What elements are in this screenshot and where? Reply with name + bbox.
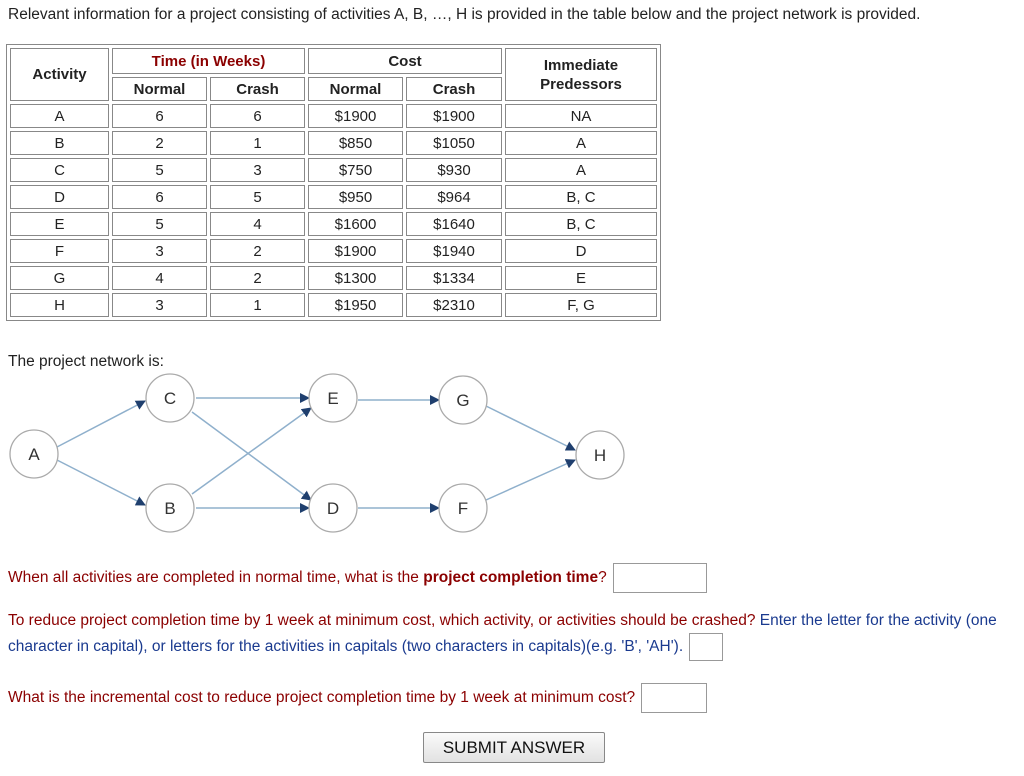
cell-time-normal: 6 [112,185,207,209]
cell-time-normal: 4 [112,266,207,290]
cell-time-normal: 5 [112,212,207,236]
cell-time-normal: 3 [112,239,207,263]
cell-cost-normal: $850 [308,131,403,155]
network-title: The project network is: [8,353,164,370]
q2-instructions: Enter the letter for the activity (one character in capital), or letters for the activities in capitals (two characters in capitals)(e.g. 'B', 'AH'). [8,612,997,656]
cell-activity: H [10,293,109,317]
table-row [10,293,657,317]
table-row [10,212,657,236]
q1-text: When all activities are completed in normal time, what is the [8,569,424,587]
edge-g-h [486,406,575,450]
cell-predecessors: B, C [505,185,657,209]
node-f: F [457,499,469,518]
cell-time-crash: 5 [210,185,305,209]
cell-cost-crash: $964 [406,185,502,209]
header-time-crash: Crash [210,77,305,101]
cell-cost-normal: $1900 [308,104,403,128]
q1-mark: ? [598,569,607,587]
cell-time-normal: 2 [112,131,207,155]
cell-time-crash: 2 [210,239,305,263]
cell-cost-normal: $750 [308,158,403,182]
cell-time-normal: 6 [112,104,207,128]
header-activity: Activity [10,48,109,101]
header-cost-normal: Normal [308,77,403,101]
table-row [10,131,657,155]
question-crash-activities [8,608,1008,661]
cell-predecessors: A [505,158,657,182]
cell-activity: C [10,158,109,182]
project-network [0,368,660,538]
completion-time-input[interactable] [613,563,707,593]
cell-cost-normal: $1300 [308,266,403,290]
node-d: D [326,499,340,518]
header-time-normal: Normal [112,77,207,101]
cell-time-normal: 3 [112,293,207,317]
cell-cost-normal: $1600 [308,212,403,236]
edge-f-h [486,460,575,500]
header-cost-crash: Crash [406,77,502,101]
cell-time-crash: 1 [210,131,305,155]
crash-activity-input[interactable] [689,633,723,661]
cell-activity: G [10,266,109,290]
cell-predecessors: E [505,266,657,290]
q1-bold: project completion time [423,569,599,587]
cell-time-crash: 2 [210,266,305,290]
cell-cost-normal: $950 [308,185,403,209]
activity-table [6,44,661,321]
table-row [10,266,657,290]
table-row [10,158,657,182]
cell-activity: E [10,212,109,236]
edge-a-b [57,460,145,505]
cell-cost-crash: $2310 [406,293,502,317]
header-cost: Cost [308,48,502,74]
node-b: B [164,499,176,518]
cell-predecessors: D [505,239,657,263]
edge-a-c [57,401,145,447]
header-predecessors: Immediate Predessors [505,48,657,101]
cell-time-crash: 1 [210,293,305,317]
q2-text: To reduce project completion time by 1 week at minimum cost, which activity, or activities should be crashed? [8,612,760,629]
q3-text: What is the incremental cost to reduce project completion time by 1 week at minimum cost? [8,689,636,707]
cell-time-crash: 6 [210,104,305,128]
node-c: C [163,389,177,408]
cell-cost-crash: $930 [406,158,502,182]
cell-time-crash: 3 [210,158,305,182]
cell-predecessors: B, C [505,212,657,236]
cell-activity: A [10,104,109,128]
cell-activity: B [10,131,109,155]
node-a: A [28,445,40,464]
cell-predecessors: A [505,131,657,155]
cell-cost-normal: $1950 [308,293,403,317]
cell-cost-crash: $1900 [406,104,502,128]
cell-activity: F [10,239,109,263]
header-time: Time (in Weeks) [112,48,305,74]
table-row [10,104,657,128]
cell-predecessors: F, G [505,293,657,317]
cell-cost-crash: $1334 [406,266,502,290]
submit-answer-button[interactable]: SUBMIT ANSWER [423,732,605,763]
cell-cost-crash: $1940 [406,239,502,263]
question-incremental-cost [8,683,707,713]
edge-c-d [192,412,311,500]
cell-cost-crash: $1640 [406,212,502,236]
table-row [10,239,657,263]
cell-time-crash: 4 [210,212,305,236]
cell-predecessors: NA [505,104,657,128]
node-g: G [456,391,470,410]
intro-text: Relevant information for a project consisting of activities A, B, …, H is provided in the table below and the project network is provided. [8,6,921,23]
edge-b-e [192,408,311,494]
cell-time-normal: 5 [112,158,207,182]
question-completion-time [8,563,707,593]
cell-cost-crash: $1050 [406,131,502,155]
node-e: E [327,389,339,408]
incremental-cost-input[interactable] [641,683,707,713]
table-row [10,185,657,209]
cell-cost-normal: $1900 [308,239,403,263]
cell-activity: D [10,185,109,209]
node-h: H [593,446,607,465]
